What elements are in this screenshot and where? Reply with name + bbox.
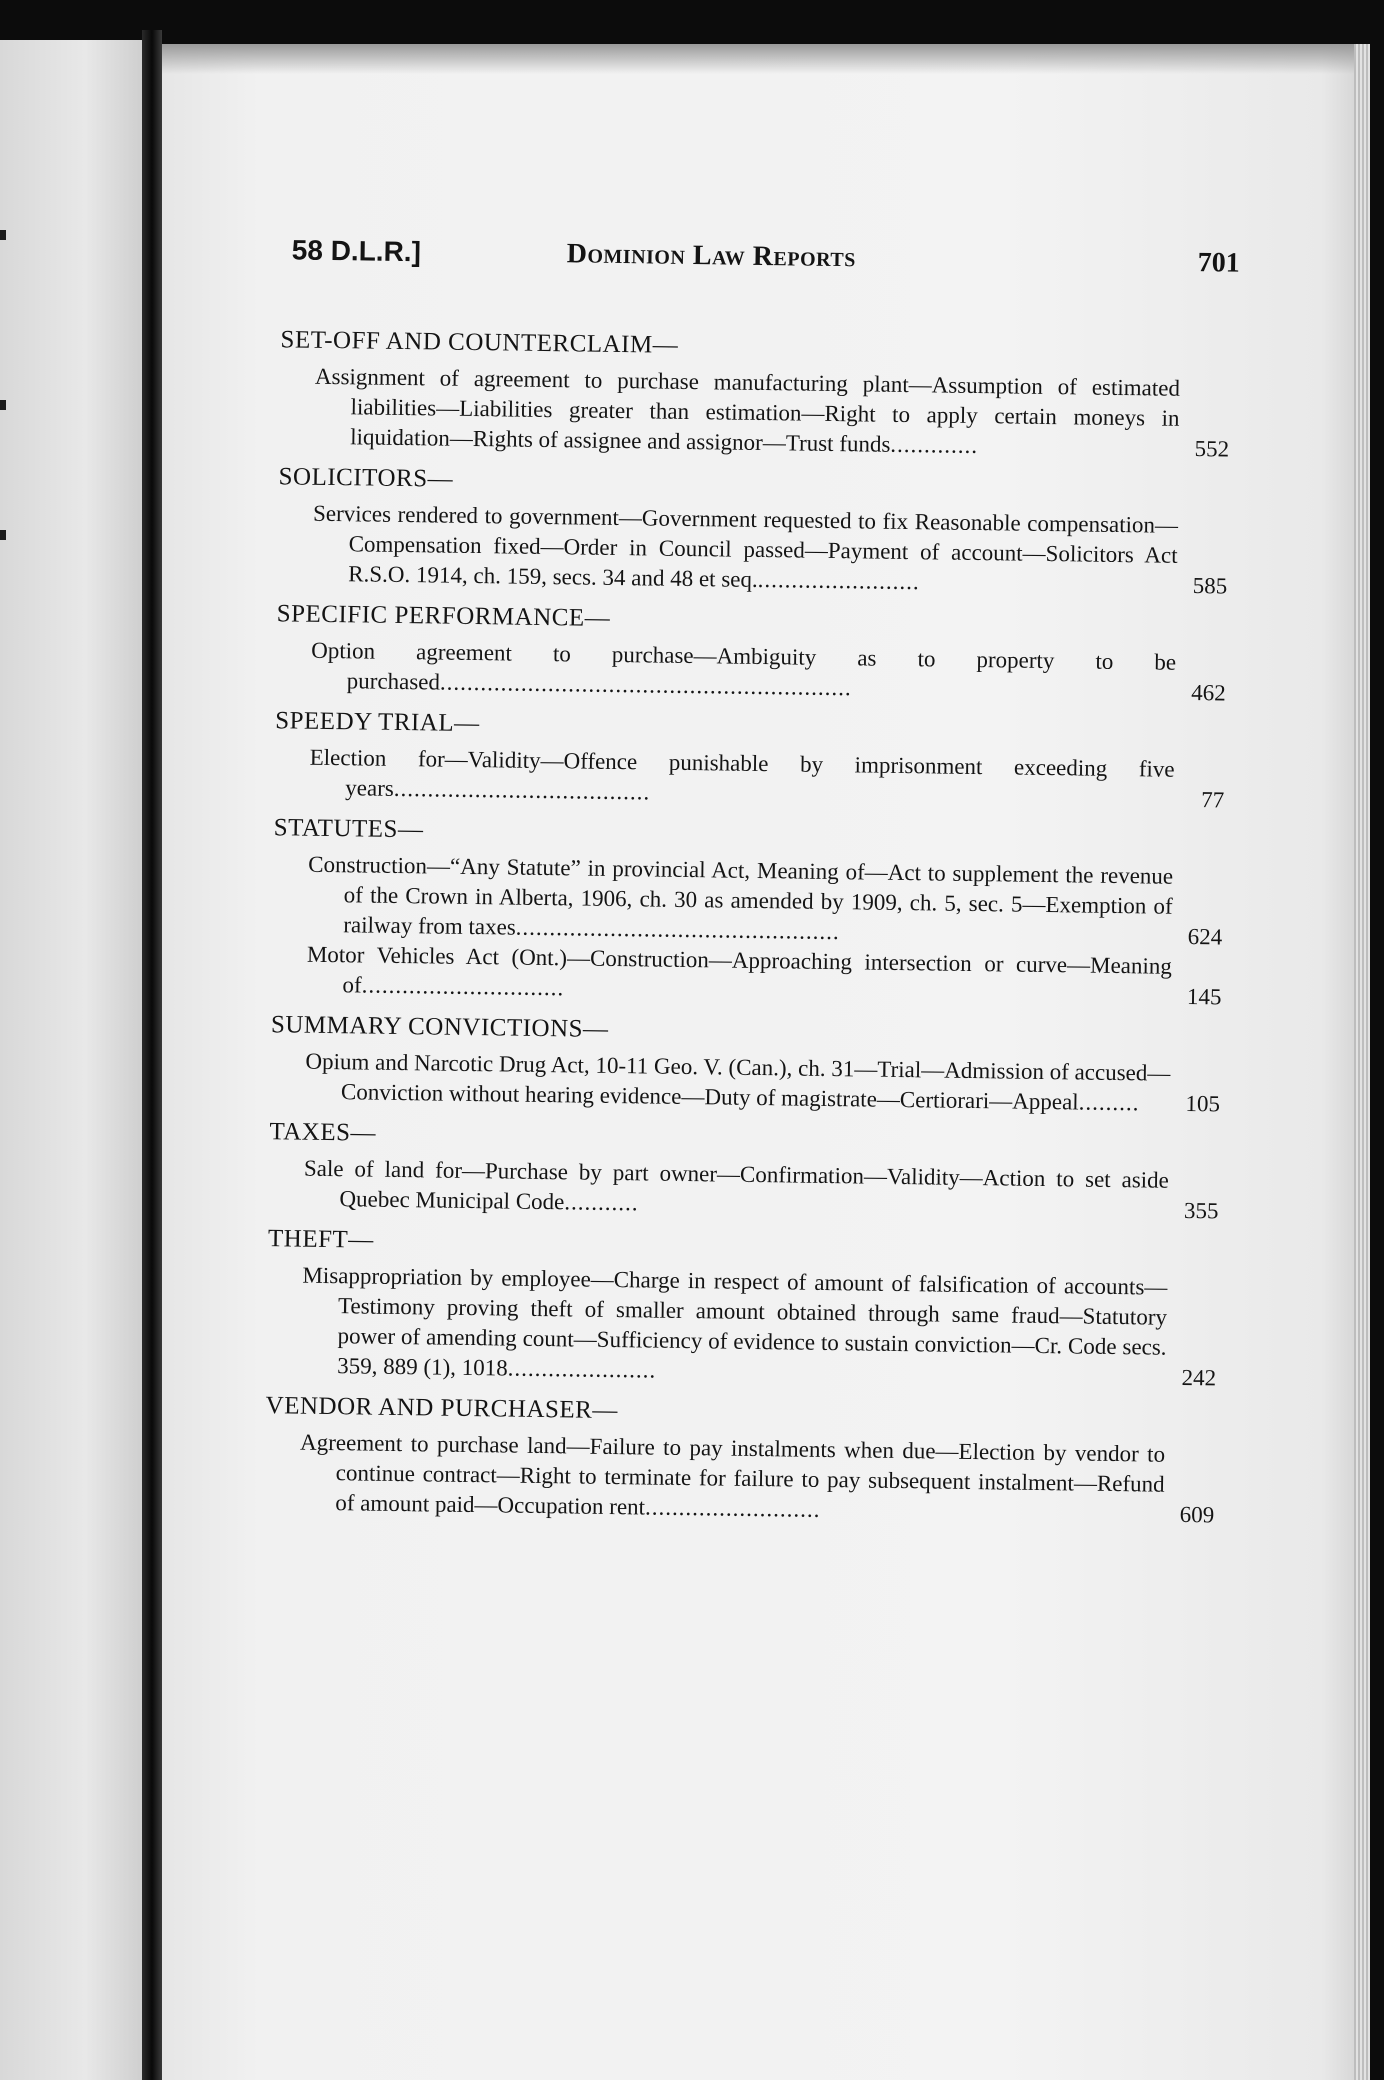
entry-page-number: 105	[1185, 1090, 1221, 1117]
entry-page-number: 145	[1186, 983, 1222, 1010]
index-section	[256, 594, 1235, 709]
index-section	[251, 808, 1232, 1013]
index-entry	[303, 1154, 1219, 1227]
facing-page-mark	[0, 400, 6, 410]
volume-reference: 58 D.L.R.]	[291, 234, 422, 268]
entry-description: Sale of land for—Purchase by part owner—Confirmation—Validity—Action to set aside Quebec Municipal Code	[303, 1155, 1170, 1215]
facing-page-mark	[0, 230, 6, 240]
section-heading: THEFT—	[267, 1225, 374, 1254]
entry-text	[314, 362, 1230, 465]
entry-text	[311, 636, 1227, 709]
entry-page-number: 609	[1179, 1501, 1215, 1528]
leader-dots: ........................	[757, 566, 920, 595]
entry-text	[305, 1047, 1221, 1120]
section-heading: STATUTES—	[273, 814, 424, 844]
entry-page-number: 552	[1194, 436, 1230, 462]
entry-description: Motor Vehicles Act (Ont.)—Construction—Approaching intersection or curve—Meaning of	[306, 941, 1173, 998]
index-section	[257, 457, 1237, 602]
leader-dots: ...........	[564, 1189, 639, 1216]
page-stack-edge	[1354, 44, 1370, 2080]
entry-description: Misappropriation by employee—Charge in respect of amount of falsification of accounts—Testimony proving theft of smaller amount obtained through same fraud—Statutory power of amending count—Sufficiency of evidence to sustain conviction—Cr. Code secs. 359, 889 (1), 1018	[302, 1262, 1168, 1381]
index-section	[259, 320, 1239, 465]
reporter-title: Dominion Law Reports	[566, 238, 857, 274]
page-content	[244, 234, 1240, 1531]
index-list	[244, 320, 1239, 1531]
entry-text	[306, 940, 1222, 1013]
section-heading: TAXES—	[269, 1118, 377, 1147]
entry-page-number: 242	[1181, 1364, 1217, 1391]
leader-dots: .............................................................	[439, 669, 852, 701]
section-heading: SET-OFF AND COUNTERCLAIM—	[280, 326, 679, 359]
facing-page-edge	[0, 40, 142, 2080]
leader-dots: ..........................	[644, 1494, 821, 1522]
entry-description: Election for—Validity—Offence punishable by imprisonment exceeding five years	[309, 744, 1175, 801]
entry-description: Option agreement to purchase—Ambiguity as to property to be purchased	[311, 637, 1177, 695]
book-gutter	[142, 30, 162, 2080]
section-heading: SPEEDY TRIAL—	[275, 707, 480, 738]
entry-page-number: 77	[1201, 787, 1225, 813]
entry-text	[299, 1428, 1215, 1531]
entry-description: Agreement to purchase land—Failure to pay instalments when due—Election by vendor to continue contract—Right to terminate for failure to pay subsequent instalment—Refund of amount paid—Occupation rent	[299, 1429, 1166, 1520]
index-section	[246, 1219, 1226, 1394]
index-entry	[311, 636, 1227, 709]
section-heading: SUMMARY CONVICTIONS—	[270, 1011, 609, 1043]
page-top-shadow	[162, 44, 1370, 74]
entry-page-number: 585	[1192, 573, 1228, 599]
entry-description: Assignment of agreement to purchase manufacturing plant—Assumption of estimated liabilities—Liabilities greater than estimation—Right to apply certain moneys in liquidation—Rights of assignee and assignor—Trust funds	[314, 363, 1181, 457]
index-entry	[299, 1428, 1215, 1531]
section-heading: SOLICITORS—	[278, 463, 454, 493]
index-entry	[314, 362, 1230, 465]
entry-page-number: 462	[1191, 680, 1226, 706]
index-entry	[306, 940, 1222, 1013]
page-number: 701	[1197, 247, 1240, 279]
leader-dots: ..............................	[361, 972, 565, 1001]
index-entry	[309, 743, 1225, 816]
index-entry	[307, 850, 1223, 953]
index-entry	[312, 499, 1228, 602]
leader-dots: .........	[1078, 1089, 1140, 1116]
entry-text	[301, 1261, 1218, 1394]
entry-text	[303, 1154, 1219, 1227]
leader-dots: ......................................	[393, 775, 651, 805]
entry-text	[307, 850, 1223, 953]
running-header	[261, 234, 1240, 328]
entry-page-number: 355	[1183, 1197, 1219, 1224]
section-heading: SPECIFIC PERFORMANCE—	[276, 600, 611, 632]
index-section	[248, 1112, 1227, 1227]
index-section	[250, 1005, 1229, 1120]
leader-dots: ......................	[507, 1355, 657, 1383]
entry-text	[309, 743, 1225, 816]
index-entry	[301, 1261, 1218, 1394]
book-page	[162, 44, 1370, 2080]
entry-description: Opium and Narcotic Drug Act, 10-11 Geo. V. (Can.), ch. 31—Trial—Admission of accused—Conviction without hearing evidence—Duty of magistrate—Certiorari—Appeal	[305, 1048, 1171, 1115]
section-heading: VENDOR AND PURCHASER—	[265, 1392, 619, 1425]
entry-description: Services rendered to government—Government requested to fix Reasonable compensation—Compensation fixed—Order in Council passed—Payment of account—Solicitors Act R.S.O. 1914, ch. 159, secs. 34 and 48 et seq.	[312, 500, 1179, 592]
facing-page-mark	[0, 530, 6, 540]
entry-text	[312, 499, 1228, 602]
entry-description: Construction—“Any Statute” in provincial Act, Meaning of—Act to supplement the revenue of the Crown in Alberta, 1906, ch. 30 as amended by 1909, ch. 5, sec. 5—Exemption of railway from taxes	[308, 851, 1174, 940]
leader-dots: ................................................	[515, 914, 840, 945]
index-section	[244, 1386, 1224, 1531]
entry-page-number: 624	[1187, 923, 1223, 950]
index-entry	[305, 1047, 1221, 1120]
index-section	[254, 701, 1233, 816]
leader-dots: .............	[890, 431, 979, 459]
